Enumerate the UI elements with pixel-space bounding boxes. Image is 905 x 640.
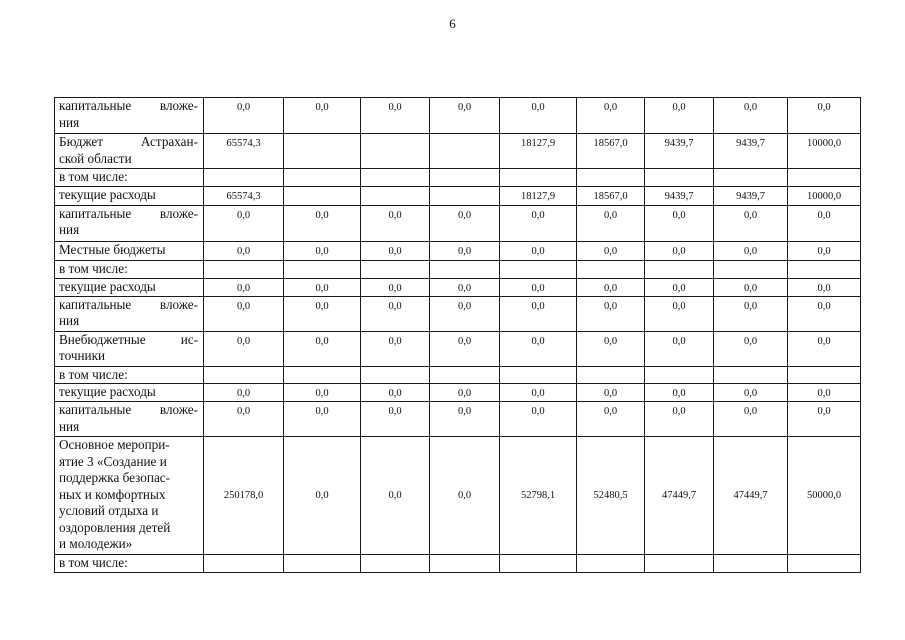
value-cell bbox=[284, 169, 361, 187]
row-label-line: ния bbox=[59, 114, 80, 130]
value-cell: 0,0 bbox=[577, 402, 645, 437]
value-cell: 0,0 bbox=[500, 98, 577, 134]
budget-table-body bbox=[55, 98, 861, 573]
value-cell: 10000,0 bbox=[788, 134, 861, 169]
row-label bbox=[55, 186, 204, 205]
value-cell bbox=[714, 260, 788, 278]
table-row bbox=[55, 205, 861, 241]
value-cell bbox=[204, 555, 284, 573]
value-cell: 0,0 bbox=[645, 98, 714, 134]
value-cell bbox=[788, 260, 861, 278]
value-cell: 0,0 bbox=[500, 278, 577, 296]
value-cell bbox=[430, 260, 500, 278]
value-cell: 0,0 bbox=[577, 384, 645, 402]
value-cell bbox=[284, 366, 361, 384]
value-cell: 0,0 bbox=[430, 205, 500, 241]
value-cell: 0,0 bbox=[788, 331, 861, 366]
value-cell: 0,0 bbox=[788, 278, 861, 296]
row-label bbox=[55, 437, 204, 555]
table-row bbox=[55, 437, 861, 555]
table-row bbox=[55, 384, 861, 402]
value-cell: 0,0 bbox=[430, 278, 500, 296]
value-cell: 0,0 bbox=[284, 437, 361, 555]
value-cell: 0,0 bbox=[284, 98, 361, 134]
budget-table bbox=[54, 97, 861, 573]
row-label bbox=[55, 98, 204, 134]
value-cell bbox=[361, 134, 430, 169]
row-label-line: условий отдыха и bbox=[59, 503, 159, 518]
value-cell: 65574,3 bbox=[204, 186, 284, 205]
row-label-line: ния bbox=[59, 418, 80, 434]
value-cell: 9439,7 bbox=[714, 186, 788, 205]
value-cell bbox=[577, 260, 645, 278]
row-label-line: и молодежи» bbox=[59, 536, 133, 551]
value-cell bbox=[204, 169, 284, 187]
value-cell: 47449,7 bbox=[714, 437, 788, 555]
value-cell: 9439,7 bbox=[714, 134, 788, 169]
page-number: 6 bbox=[449, 16, 456, 31]
value-cell bbox=[714, 366, 788, 384]
value-cell: 0,0 bbox=[788, 241, 861, 260]
row-label bbox=[55, 366, 204, 384]
value-cell bbox=[645, 555, 714, 573]
value-cell: 0,0 bbox=[284, 384, 361, 402]
value-cell: 0,0 bbox=[284, 331, 361, 366]
value-cell: 0,0 bbox=[645, 205, 714, 241]
value-cell: 0,0 bbox=[361, 402, 430, 437]
value-cell bbox=[500, 555, 577, 573]
value-cell: 0,0 bbox=[645, 331, 714, 366]
value-cell: 0,0 bbox=[284, 278, 361, 296]
value-cell bbox=[361, 260, 430, 278]
value-cell: 0,0 bbox=[645, 278, 714, 296]
value-cell: 0,0 bbox=[500, 402, 577, 437]
value-cell: 0,0 bbox=[204, 98, 284, 134]
value-cell bbox=[361, 186, 430, 205]
value-cell bbox=[204, 366, 284, 384]
value-cell bbox=[430, 366, 500, 384]
value-cell: 0,0 bbox=[284, 402, 361, 437]
value-cell: 0,0 bbox=[577, 205, 645, 241]
value-cell: 52480,5 bbox=[577, 437, 645, 555]
value-cell: 52798,1 bbox=[500, 437, 577, 555]
value-cell: 0,0 bbox=[430, 331, 500, 366]
value-cell: 50000,0 bbox=[788, 437, 861, 555]
table-row bbox=[55, 366, 861, 384]
value-cell: 18567,0 bbox=[577, 186, 645, 205]
value-cell bbox=[284, 186, 361, 205]
value-cell bbox=[577, 555, 645, 573]
value-cell: 0,0 bbox=[361, 241, 430, 260]
value-cell: 0,0 bbox=[361, 437, 430, 555]
row-label-line: Внебюджетные ис- bbox=[59, 331, 198, 347]
table-row bbox=[55, 278, 861, 296]
value-cell bbox=[430, 134, 500, 169]
value-cell: 0,0 bbox=[284, 205, 361, 241]
value-cell bbox=[645, 260, 714, 278]
value-cell bbox=[361, 555, 430, 573]
row-label-line: ния bbox=[59, 313, 80, 328]
value-cell: 9439,7 bbox=[645, 186, 714, 205]
value-cell: 0,0 bbox=[577, 241, 645, 260]
value-cell: 0,0 bbox=[714, 384, 788, 402]
value-cell: 0,0 bbox=[500, 205, 577, 241]
row-label-line: текущие расходы bbox=[59, 278, 156, 294]
value-cell: 0,0 bbox=[577, 278, 645, 296]
value-cell: 65574,3 bbox=[204, 134, 284, 169]
row-label-line: ской области bbox=[59, 150, 132, 166]
value-cell bbox=[577, 366, 645, 384]
value-cell bbox=[430, 555, 500, 573]
value-cell: 0,0 bbox=[714, 98, 788, 134]
value-cell bbox=[714, 169, 788, 187]
row-label bbox=[55, 241, 204, 260]
row-label-line: капитальные вложе- bbox=[59, 98, 198, 113]
value-cell bbox=[430, 169, 500, 187]
value-cell bbox=[500, 169, 577, 187]
value-cell bbox=[788, 169, 861, 187]
value-cell: 0,0 bbox=[577, 296, 645, 331]
row-label bbox=[55, 384, 204, 402]
value-cell: 0,0 bbox=[500, 296, 577, 331]
table-row bbox=[55, 555, 861, 573]
table-row bbox=[55, 134, 861, 169]
value-cell: 0,0 bbox=[430, 384, 500, 402]
value-cell: 0,0 bbox=[714, 241, 788, 260]
value-cell bbox=[284, 555, 361, 573]
value-cell: 0,0 bbox=[204, 296, 284, 331]
row-label bbox=[55, 555, 204, 573]
value-cell: 47449,7 bbox=[645, 437, 714, 555]
value-cell: 0,0 bbox=[204, 241, 284, 260]
value-cell: 0,0 bbox=[204, 278, 284, 296]
value-cell bbox=[788, 366, 861, 384]
value-cell: 0,0 bbox=[714, 296, 788, 331]
row-label bbox=[55, 169, 204, 187]
value-cell bbox=[788, 555, 861, 573]
row-label-line: ятие 3 «Создание и bbox=[59, 453, 167, 469]
value-cell: 0,0 bbox=[714, 402, 788, 437]
row-label-line: в том числе: bbox=[59, 260, 128, 276]
table-row bbox=[55, 296, 861, 331]
row-label-line: капитальные вложе- bbox=[59, 402, 198, 417]
value-cell: 0,0 bbox=[361, 205, 430, 241]
value-cell bbox=[284, 260, 361, 278]
row-label-line: в том числе: bbox=[59, 169, 128, 184]
value-cell: 18127,9 bbox=[500, 134, 577, 169]
value-cell: 250178,0 bbox=[204, 437, 284, 555]
value-cell: 0,0 bbox=[204, 402, 284, 437]
value-cell bbox=[714, 555, 788, 573]
value-cell: 0,0 bbox=[430, 98, 500, 134]
row-label bbox=[55, 260, 204, 278]
value-cell: 0,0 bbox=[204, 205, 284, 241]
value-cell: 0,0 bbox=[430, 296, 500, 331]
value-cell: 0,0 bbox=[430, 241, 500, 260]
value-cell bbox=[430, 186, 500, 205]
row-label bbox=[55, 331, 204, 366]
value-cell bbox=[361, 366, 430, 384]
value-cell bbox=[361, 169, 430, 187]
value-cell: 0,0 bbox=[788, 384, 861, 402]
row-label-line: поддержка безопас- bbox=[59, 470, 171, 485]
value-cell: 0,0 bbox=[430, 402, 500, 437]
row-label bbox=[55, 296, 204, 331]
value-cell bbox=[645, 366, 714, 384]
table-row bbox=[55, 241, 861, 260]
table-row bbox=[55, 402, 861, 437]
value-cell: 0,0 bbox=[361, 384, 430, 402]
row-label bbox=[55, 278, 204, 296]
value-cell bbox=[500, 260, 577, 278]
value-cell: 9439,7 bbox=[645, 134, 714, 169]
value-cell: 0,0 bbox=[788, 98, 861, 134]
value-cell: 0,0 bbox=[788, 205, 861, 241]
value-cell: 0,0 bbox=[714, 205, 788, 241]
row-label-line: капитальные вложе- bbox=[59, 296, 198, 312]
row-label-line: точники bbox=[59, 348, 106, 363]
value-cell bbox=[284, 134, 361, 169]
value-cell bbox=[500, 366, 577, 384]
row-label-line: ния bbox=[59, 222, 80, 237]
value-cell: 10000,0 bbox=[788, 186, 861, 205]
row-label-line: в том числе: bbox=[59, 366, 128, 382]
row-label bbox=[55, 402, 204, 437]
table-row bbox=[55, 260, 861, 278]
value-cell: 0,0 bbox=[577, 331, 645, 366]
value-cell: 0,0 bbox=[284, 296, 361, 331]
value-cell: 0,0 bbox=[361, 331, 430, 366]
value-cell: 0,0 bbox=[284, 241, 361, 260]
table-row bbox=[55, 186, 861, 205]
value-cell: 0,0 bbox=[577, 98, 645, 134]
row-label-line: Бюджет Астрахан- bbox=[59, 134, 198, 149]
row-label-line: оздоровления детей bbox=[59, 519, 171, 535]
row-label-line: ных и комфортных bbox=[59, 486, 166, 502]
value-cell: 0,0 bbox=[714, 278, 788, 296]
row-label-line: текущие расходы bbox=[59, 186, 156, 202]
value-cell: 0,0 bbox=[361, 278, 430, 296]
value-cell: 18567,0 bbox=[577, 134, 645, 169]
value-cell bbox=[204, 260, 284, 278]
value-cell bbox=[645, 169, 714, 187]
value-cell: 0,0 bbox=[500, 241, 577, 260]
row-label-line: Основное меропри- bbox=[59, 437, 170, 452]
value-cell: 0,0 bbox=[645, 296, 714, 331]
row-label-line: текущие расходы bbox=[59, 384, 156, 399]
table-row bbox=[55, 98, 861, 134]
value-cell: 0,0 bbox=[361, 98, 430, 134]
row-label bbox=[55, 205, 204, 241]
value-cell: 0,0 bbox=[204, 384, 284, 402]
value-cell: 0,0 bbox=[645, 402, 714, 437]
value-cell: 0,0 bbox=[204, 331, 284, 366]
value-cell bbox=[577, 169, 645, 187]
value-cell: 0,0 bbox=[645, 384, 714, 402]
row-label bbox=[55, 134, 204, 169]
row-label-line: Местные бюджеты bbox=[59, 241, 166, 257]
value-cell: 0,0 bbox=[714, 331, 788, 366]
value-cell: 0,0 bbox=[788, 402, 861, 437]
row-label-line: в том числе: bbox=[59, 555, 128, 570]
table-row bbox=[55, 331, 861, 366]
value-cell: 0,0 bbox=[361, 296, 430, 331]
value-cell: 18127,9 bbox=[500, 186, 577, 205]
value-cell: 0,0 bbox=[500, 331, 577, 366]
value-cell: 0,0 bbox=[430, 437, 500, 555]
value-cell: 0,0 bbox=[500, 384, 577, 402]
value-cell: 0,0 bbox=[645, 241, 714, 260]
value-cell: 0,0 bbox=[788, 296, 861, 331]
row-label-line: капитальные вложе- bbox=[59, 205, 198, 221]
table-row bbox=[55, 169, 861, 187]
